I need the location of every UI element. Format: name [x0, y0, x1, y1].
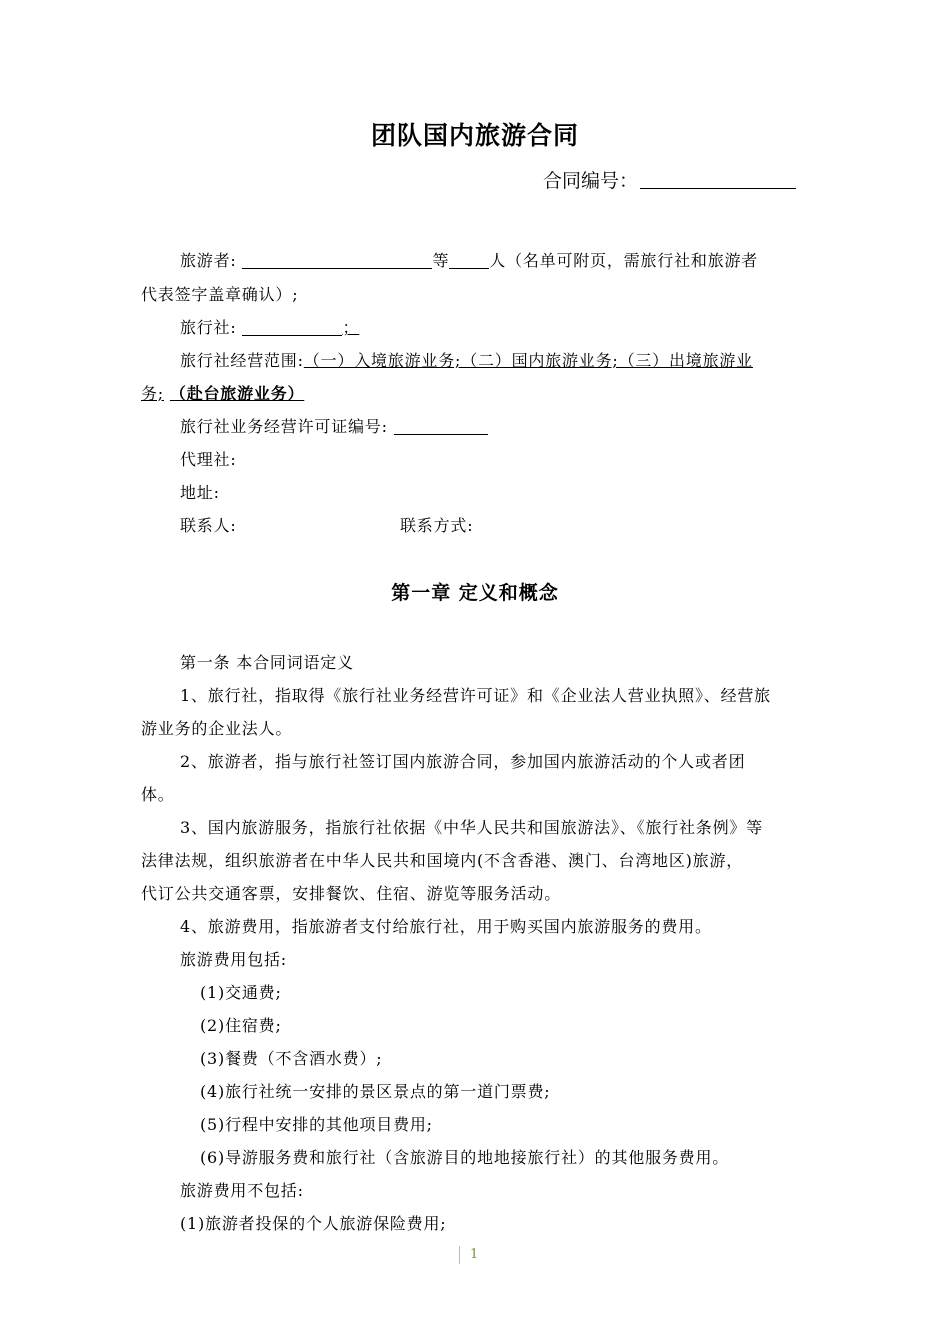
chapter-title: 第一章 定义和概念	[391, 582, 559, 604]
definition-3-line-1: 3、国内旅游服务，指旅行社依据《中华人民共和国旅游法》、《旅行社条例》等	[180, 818, 763, 837]
agency-name-blank[interactable]	[242, 319, 342, 336]
address-label: 地址:	[180, 483, 220, 502]
exclude-item: (1)旅游者投保的个人旅游保险费用;	[180, 1214, 447, 1233]
fee-item: (2)住宿费;	[200, 1016, 282, 1035]
tourist-line-2: 代表签字盖章确认）;	[141, 285, 299, 304]
agency-semicolon: ；	[342, 318, 360, 337]
fee-item: (6)导游服务费和旅行社（含旅游目的地地接旅行社）的其他服务费用。	[200, 1148, 730, 1167]
definition-4-line-1: 4、旅游费用，指旅游者支付给旅行社，用于购买国内旅游服务的费用。	[180, 917, 712, 936]
definition-3-line-2: 法律法规，组织旅游者在中华人民共和国境内(不含香港、澳门、台湾地区)旅游，	[141, 851, 744, 870]
contact-label: 联系人:	[180, 516, 237, 535]
tourist-line	[180, 248, 758, 271]
scope-label: 旅行社经营范围:	[180, 351, 304, 370]
tourist-count-blank[interactable]	[449, 252, 489, 269]
contract-number-blank[interactable]	[640, 170, 796, 189]
agency-label: 旅行社:	[180, 318, 237, 337]
fee-item: (1)交通费;	[200, 983, 282, 1002]
fee-exclude-label: 旅游费用不包括:	[180, 1181, 304, 1200]
scope-line	[180, 348, 753, 371]
scope-taiwan: （赴台旅游业务）	[169, 384, 305, 403]
fee-include-label: 旅游费用包括:	[180, 950, 287, 969]
scope-line-2	[141, 381, 304, 404]
page-number: 1	[459, 1246, 478, 1264]
fee-item: (3)餐费（不含酒水费）;	[200, 1049, 383, 1068]
contact-method-label: 联系方式:	[400, 516, 474, 535]
tourist-mid: 等	[432, 251, 450, 270]
license-blank[interactable]	[394, 418, 488, 435]
definition-1-line-1: 1、旅行社，指取得《旅行社业务经营许可证》和《企业法人营业执照》、经营旅	[180, 686, 771, 705]
tourist-tail: 人（名单可附页，需旅行社和旅游者	[489, 251, 759, 270]
definition-2-line-2: 体。	[141, 785, 175, 804]
scope-text-2: 务;	[141, 384, 164, 403]
article-1-title: 第一条 本合同词语定义	[180, 653, 354, 672]
contract-number-label: 合同编号：	[543, 170, 639, 192]
scope-text: （一）入境旅游业务;（二）国内旅游业务;（三）出境旅游业	[303, 351, 753, 370]
tourist-name-blank[interactable]	[242, 252, 432, 269]
tourist-label: 旅游者:	[180, 251, 237, 270]
fee-item: (5)行程中安排的其他项目费用;	[200, 1115, 433, 1134]
agent-label: 代理社:	[180, 450, 237, 469]
definition-1-line-2: 游业务的企业法人。	[141, 719, 293, 738]
agency-line	[180, 315, 359, 338]
fee-item: (4)旅行社统一安排的景区景点的第一道门票费;	[200, 1082, 551, 1101]
definition-2-line-1: 2、旅游者，指与旅行社签订国内旅游合同，参加国内旅游活动的个人或者团	[180, 752, 746, 771]
license-label: 旅行社业务经营许可证编号:	[180, 417, 388, 436]
contract-number	[543, 166, 796, 193]
license-line	[180, 414, 488, 437]
definition-3-line-3: 代订公共交通客票，安排餐饮、住宿、游览等服务活动。	[141, 884, 562, 903]
document-title: 团队国内旅游合同	[370, 121, 579, 150]
